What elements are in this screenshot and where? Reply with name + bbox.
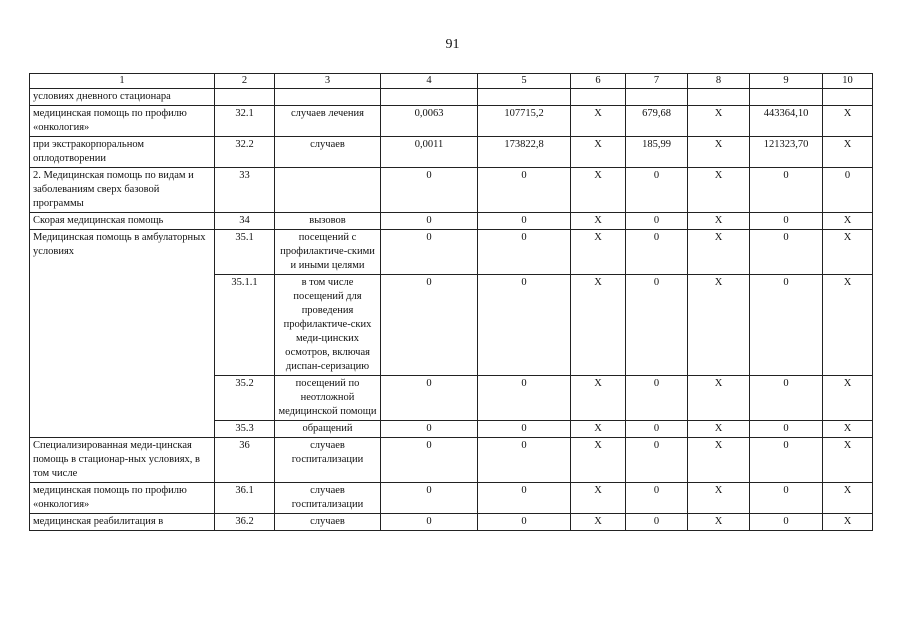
table-cell: Х [688, 421, 750, 438]
table-cell: 36.1 [215, 483, 275, 514]
table-cell: Х [571, 376, 626, 421]
table-cell: 0 [626, 213, 688, 230]
table-cell: 0 [750, 483, 823, 514]
table-cell: 0 [381, 438, 478, 483]
table-cell [275, 89, 381, 106]
table-cell: 0,0063 [381, 106, 478, 137]
table-cell: 0 [823, 168, 873, 213]
page-number: 91 [445, 37, 460, 52]
table-cell: посещений с профилактиче-скими и иными целями [275, 230, 381, 275]
table-cell [571, 89, 626, 106]
column-header: 2 [215, 74, 275, 89]
table-cell: 0 [750, 168, 823, 213]
table-cell: 0 [750, 230, 823, 275]
table-cell: 0 [478, 376, 571, 421]
table-row [30, 168, 873, 213]
table-cell: Х [571, 213, 626, 230]
table-row [30, 438, 873, 483]
table-cell: 0 [381, 421, 478, 438]
table-cell: Х [571, 106, 626, 137]
table-cell: медицинская помощь по профилю «онкология» [30, 483, 215, 514]
table-cell: Х [571, 421, 626, 438]
table-cell: 107715,2 [478, 106, 571, 137]
table-cell: 34 [215, 213, 275, 230]
table-cell: 0 [381, 275, 478, 376]
column-header: 9 [750, 74, 823, 89]
table-cell: 0 [750, 514, 823, 531]
table-cell: медицинская помощь по профилю «онкология» [30, 106, 215, 137]
column-header: 4 [381, 74, 478, 89]
table-cell: Х [688, 137, 750, 168]
table-row [30, 106, 873, 137]
table-cell: 0 [478, 421, 571, 438]
table-cell: Х [688, 376, 750, 421]
table-cell: в том числе посещений для проведения профилактиче-ских меди-цинских осмотров, включая диспан-серизацию [275, 275, 381, 376]
table-cell [215, 89, 275, 106]
table-cell: 0,0011 [381, 137, 478, 168]
table-cell: 0 [626, 230, 688, 275]
table-cell: Х [571, 483, 626, 514]
data-table [29, 73, 873, 531]
table-cell: 32.2 [215, 137, 275, 168]
table-row [30, 137, 873, 168]
table-cell: 0 [478, 514, 571, 531]
table-cell: 35.3 [215, 421, 275, 438]
table-cell: 0 [626, 168, 688, 213]
table-cell: Х [688, 483, 750, 514]
table-cell: Х [823, 137, 873, 168]
table-cell: Х [571, 438, 626, 483]
table-cell: 0 [750, 275, 823, 376]
table-row [30, 89, 873, 106]
table-cell: 32.1 [215, 106, 275, 137]
table-cell: 0 [478, 230, 571, 275]
table-cell: Х [571, 137, 626, 168]
table-cell: 0 [626, 376, 688, 421]
table-cell: Х [688, 275, 750, 376]
table-cell: Х [688, 438, 750, 483]
table-cell: случаев лечения [275, 106, 381, 137]
table-cell: 0 [626, 421, 688, 438]
table-row [30, 213, 873, 230]
table-cell: Х [571, 514, 626, 531]
table-cell: Х [688, 514, 750, 531]
table-cell: Специализированная меди-цинская помощь в стационар-ных условиях, в том числе [30, 438, 215, 483]
table-cell [381, 89, 478, 106]
table-cell: при экстракорпоральном оплодотворении [30, 137, 215, 168]
table-cell: 2. Медицинская помощь по видам и заболеваниям сверх базовой программы [30, 168, 215, 213]
table-cell: Х [823, 213, 873, 230]
table-cell: Х [823, 106, 873, 137]
table-cell: 0 [750, 438, 823, 483]
table-row [30, 514, 873, 531]
table-cell [823, 89, 873, 106]
table-cell: 0 [750, 376, 823, 421]
table-cell: условиях дневного стационара [30, 89, 215, 106]
column-header: 7 [626, 74, 688, 89]
table-cell [626, 89, 688, 106]
table-cell: Скорая медицинская помощь [30, 213, 215, 230]
table-cell: Х [823, 421, 873, 438]
column-header: 5 [478, 74, 571, 89]
table-cell: обращений [275, 421, 381, 438]
table-cell: 173822,8 [478, 137, 571, 168]
table-cell: 0 [478, 438, 571, 483]
table-cell: 0 [626, 275, 688, 376]
table-cell: Х [688, 230, 750, 275]
table-cell: 0 [478, 483, 571, 514]
table-cell: 0 [750, 213, 823, 230]
table-cell: 35.2 [215, 376, 275, 421]
table-cell: случаев [275, 137, 381, 168]
table-cell: 185,99 [626, 137, 688, 168]
column-header: 10 [823, 74, 873, 89]
column-header: 3 [275, 74, 381, 89]
table-cell: Х [823, 230, 873, 275]
table-cell: Медицинская помощь в амбулаторных условиях [30, 230, 215, 438]
table-cell: 35.1 [215, 230, 275, 275]
table-cell: 0 [626, 514, 688, 531]
table-cell: 0 [381, 514, 478, 531]
table-cell: 679,68 [626, 106, 688, 137]
table-cell: случаев госпитализации [275, 438, 381, 483]
table-cell: Х [571, 230, 626, 275]
table-cell: Х [823, 483, 873, 514]
table-row [30, 230, 873, 275]
table-cell: вызовов [275, 213, 381, 230]
table-cell: медицинская реабилитация в [30, 514, 215, 531]
table-cell: 0 [381, 376, 478, 421]
table-cell: 36 [215, 438, 275, 483]
table-cell [478, 89, 571, 106]
table-cell [275, 168, 381, 213]
table-cell [688, 89, 750, 106]
table-cell: 36.2 [215, 514, 275, 531]
table-cell: 0 [478, 275, 571, 376]
table-cell: Х [571, 275, 626, 376]
table-cell: 0 [626, 483, 688, 514]
header-row [30, 74, 873, 89]
table-cell: 35.1.1 [215, 275, 275, 376]
table-cell: Х [823, 275, 873, 376]
table-cell: Х [688, 106, 750, 137]
table-cell: 0 [381, 483, 478, 514]
table-cell: Х [823, 376, 873, 421]
table-cell: 121323,70 [750, 137, 823, 168]
table-cell: 0 [750, 421, 823, 438]
column-header: 1 [30, 74, 215, 89]
table-cell: 0 [478, 168, 571, 213]
table-cell: Х [823, 514, 873, 531]
table-cell [750, 89, 823, 106]
table-cell: Х [823, 438, 873, 483]
table-cell: Х [688, 213, 750, 230]
table-cell: 0 [626, 438, 688, 483]
table-row [30, 483, 873, 514]
table-cell: 0 [478, 213, 571, 230]
table-cell: Х [571, 168, 626, 213]
column-header: 6 [571, 74, 626, 89]
table-cell: посещений по неотложной медицинской помощи [275, 376, 381, 421]
table-cell: случаев госпитализации [275, 483, 381, 514]
table-cell: 0 [381, 230, 478, 275]
table-cell: 33 [215, 168, 275, 213]
table-cell: 443364,10 [750, 106, 823, 137]
column-header: 8 [688, 74, 750, 89]
table-cell: 0 [381, 213, 478, 230]
table-cell: 0 [381, 168, 478, 213]
table-cell: случаев [275, 514, 381, 531]
table-cell: Х [688, 168, 750, 213]
